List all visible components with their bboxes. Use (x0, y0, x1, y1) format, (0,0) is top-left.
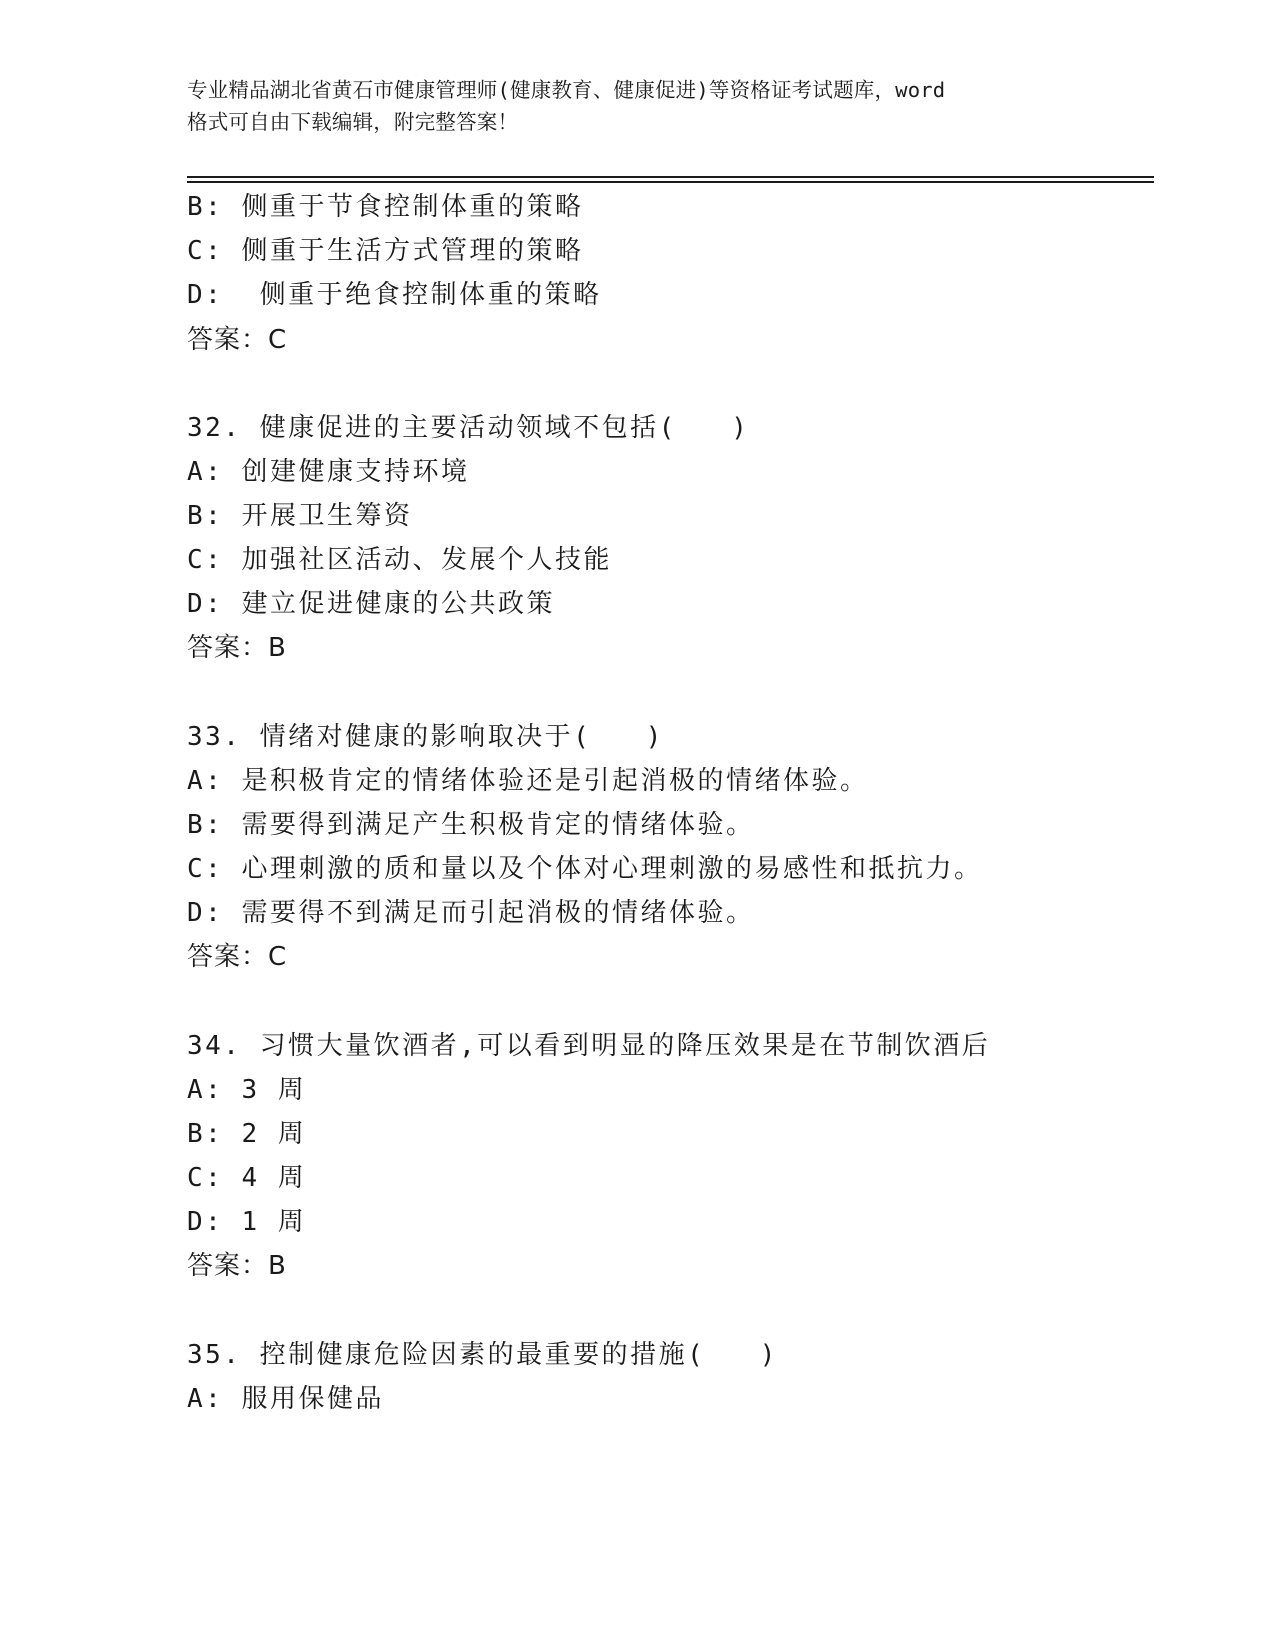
q34-option-d: D: 1 周 (187, 1207, 307, 1237)
document-header (187, 74, 1087, 138)
prev-option-b: B: 侧重于节食控制体重的策略 (187, 192, 584, 222)
q34-answer: 答案：B (187, 1251, 287, 1281)
q32-stem: 32. 健康促进的主要活动领域不包括( ) (187, 413, 750, 443)
q33-option-c: C: 心理刺激的质和量以及个体对心理刺激的易感性和抵抗力。 (187, 854, 983, 884)
q32-option-c: C: 加强社区活动、发展个人技能 (187, 545, 612, 575)
q33-stem: 33. 情绪对健康的影响取决于( ) (187, 722, 664, 752)
q33-option-a: A: 是积极肯定的情绪体验还是引起消极的情绪体验。 (187, 766, 869, 796)
q33-option-d: D: 需要得不到满足而引起消极的情绪体验。 (187, 898, 755, 928)
header-line-2: 格式可自由下载编辑，附完整答案！ (187, 110, 519, 134)
q34-stem: 34. 习惯大量饮酒者,可以看到明显的降压效果是在节制饮酒后 (187, 1031, 991, 1061)
prev-option-c: C: 侧重于生活方式管理的策略 (187, 236, 584, 266)
prev-option-d: D: 侧重于绝食控制体重的策略 (187, 280, 602, 310)
q32-option-a: A: 创建健康支持环境 (187, 457, 470, 487)
q35-option-a: A: 服用保健品 (187, 1384, 384, 1414)
q34-option-a: A: 3 周 (187, 1075, 307, 1105)
q32-option-b: B: 开展卫生筹资 (187, 501, 413, 531)
q34-option-c: C: 4 周 (187, 1163, 307, 1193)
prev-answer: 答案：C (187, 325, 288, 355)
q34-option-b: B: 2 周 (187, 1119, 307, 1149)
header-divider-top (187, 176, 1154, 178)
q32-answer: 答案：B (187, 633, 287, 663)
q33-answer: 答案：C (187, 942, 288, 972)
header-divider-bottom (187, 181, 1154, 183)
header-line-1: 专业精品湖北省黄石市健康管理师(健康教育、健康促进)等资格证考试题库，word (187, 78, 946, 102)
q33-option-b: B: 需要得到满足产生积极肯定的情绪体验。 (187, 810, 755, 840)
q35-stem: 35. 控制健康危险因素的最重要的措施( ) (187, 1340, 778, 1370)
q32-option-d: D: 建立促进健康的公共政策 (187, 589, 555, 619)
